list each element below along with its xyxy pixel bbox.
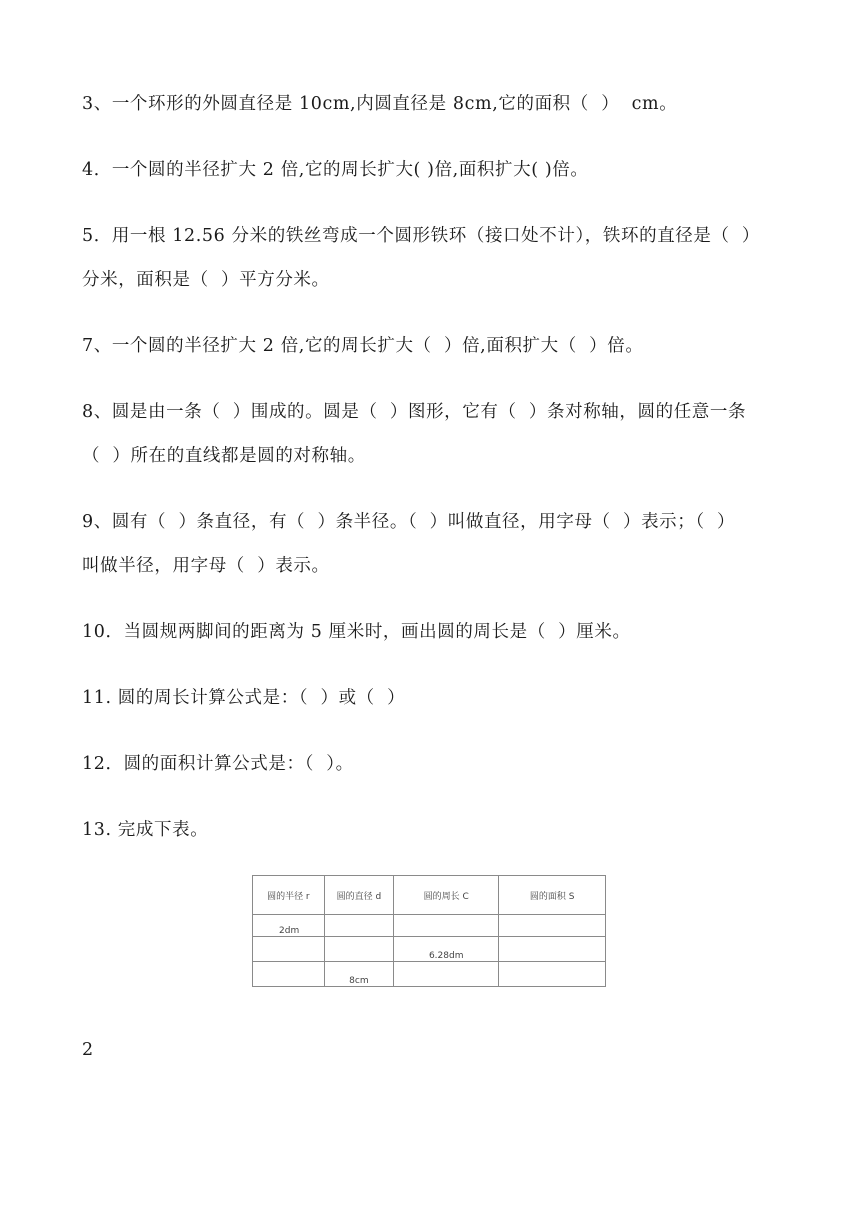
table-header-row xyxy=(253,876,606,915)
question-9-line-2: 叫做半径，用字母（ ）表示。 xyxy=(82,556,330,576)
question-8-line-2: （ ）所在的直线都是圆的对称轴。 xyxy=(82,446,366,466)
question-3: 3、一个环形的外圆直径是 10cm,内圆直径是 8cm,它的面积（ ） cm。 xyxy=(82,94,678,114)
table-row xyxy=(253,961,606,986)
circle-table xyxy=(252,875,606,987)
table-cell[interactable] xyxy=(253,961,325,986)
question-11: 11. 圆的周长计算公式是：（ ）或（ ） xyxy=(82,688,406,708)
table-row xyxy=(253,936,606,961)
table-cell[interactable] xyxy=(499,936,606,961)
question-7: 7、一个圆的半径扩大 2 倍,它的周长扩大（ ）倍,面积扩大（ ）倍。 xyxy=(82,336,644,356)
table-cell[interactable]: 8cm xyxy=(324,961,393,986)
question-5-line-1: 5．用一根 12.56 分米的铁丝弯成一个圆形铁环（接口处不计），铁环的直径是（ ） xyxy=(82,226,761,246)
header-diameter: 圆的直径 d xyxy=(324,876,393,915)
question-12: 12．圆的面积计算公式是：（ ）。 xyxy=(82,754,354,774)
table-cell[interactable] xyxy=(253,936,325,961)
header-radius: 圆的半径 r xyxy=(253,876,325,915)
question-10: 10．当圆规两脚间的距离为 5 厘米时，画出圆的周长是（ ）厘米。 xyxy=(82,622,631,642)
table-cell[interactable] xyxy=(499,915,606,936)
table-cell[interactable] xyxy=(394,961,499,986)
table-cell[interactable] xyxy=(324,936,393,961)
table-cell[interactable]: 6.28dm xyxy=(394,936,499,961)
table-row xyxy=(253,915,606,936)
table-cell[interactable]: 2dm xyxy=(253,915,325,936)
header-area: 圆的面积 S xyxy=(499,876,606,915)
header-circumference: 圆的周长 C xyxy=(394,876,499,915)
question-4: 4．一个圆的半径扩大 2 倍,它的周长扩大( )倍,面积扩大( )倍。 xyxy=(82,160,589,180)
question-13: 13. 完成下表。 xyxy=(82,820,209,840)
circle-table-grid xyxy=(252,875,606,987)
table-cell[interactable] xyxy=(499,961,606,986)
table-cell[interactable] xyxy=(324,915,393,936)
page-number: 2 xyxy=(82,1040,94,1060)
table-cell[interactable] xyxy=(394,915,499,936)
question-8-line-1: 8、圆是由一条（ ）围成的。圆是（ ）图形，它有（ ）条对称轴，圆的任意一条 xyxy=(82,402,747,422)
question-9-line-1: 9、圆有（ ）条直径，有（ ）条半径。（ ）叫做直径，用字母（ ）表示；（ ） xyxy=(82,512,736,532)
question-5-line-2: 分米，面积是（ ）平方分米。 xyxy=(82,270,330,290)
